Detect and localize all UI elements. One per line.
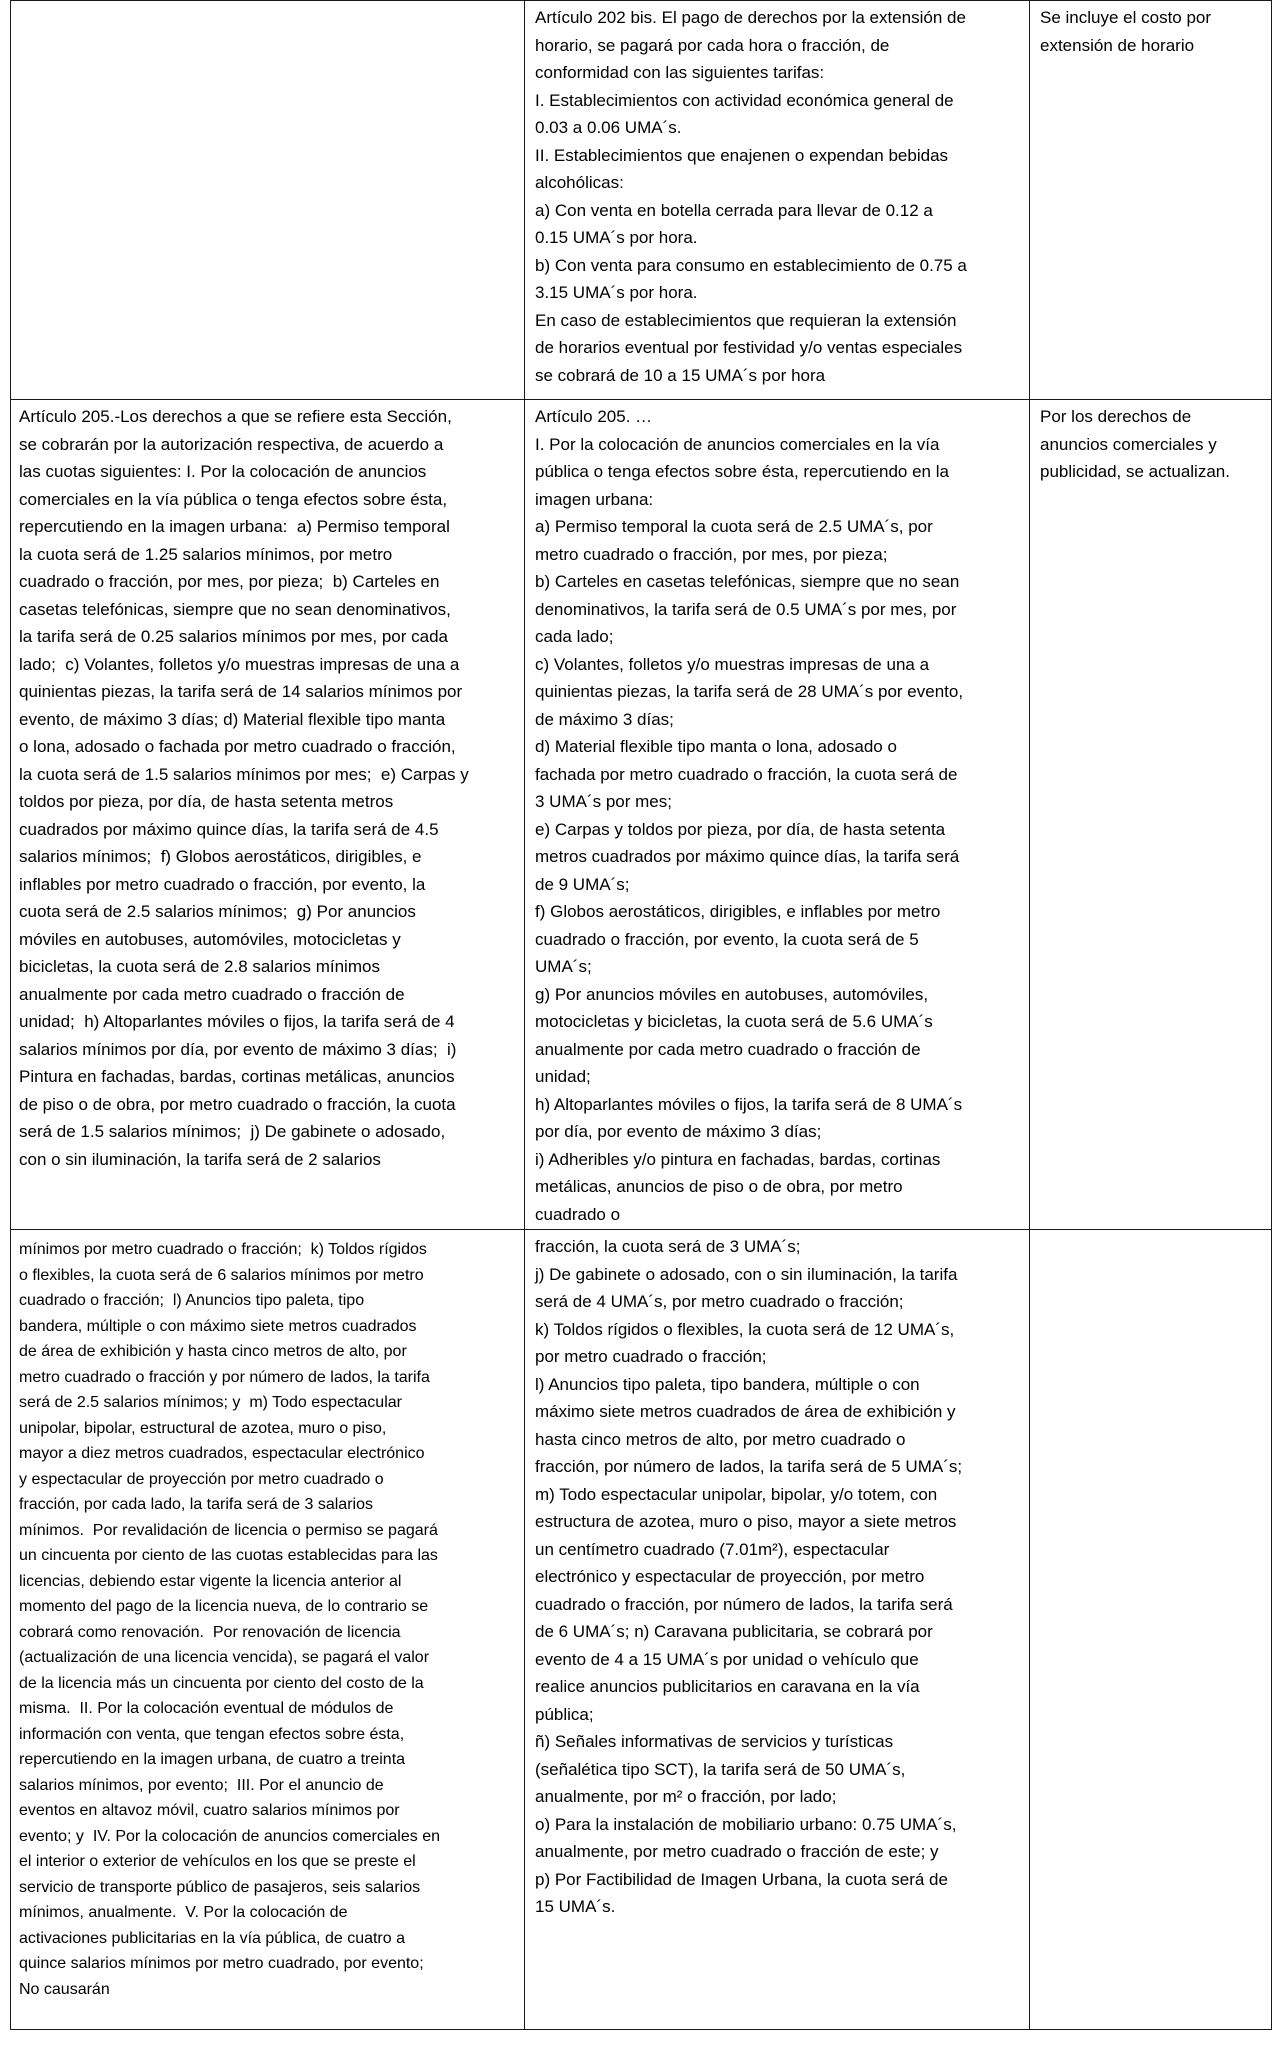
text-line: evento; y IV. Por la colocación de anuncios comerciales en xyxy=(19,1827,440,1845)
text-line: cuadrado o fracción, por evento, la cuota será de 5 xyxy=(535,929,919,949)
text-line: mayor a diez metros cuadrados, espectacular electrónico xyxy=(19,1445,425,1462)
cell-text xyxy=(19,1237,518,2002)
text-line: cuota será de 2.5 salarios mínimos; g) Por anuncios xyxy=(19,902,416,921)
row-2-current-text-cell xyxy=(11,400,525,1230)
text-line: eventos en altavoz móvil, cuatro salarios mínimos por xyxy=(19,1802,400,1819)
cell-text xyxy=(1040,403,1265,486)
text-line: con o sin iluminación, la tarifa será de 2 salarios xyxy=(19,1149,381,1169)
text-line: de piso o de obra, por metro cuadrado o fracción, la cuota xyxy=(19,1094,456,1114)
text-line: la cuota será de 1.25 salarios mínimos, por metro xyxy=(19,544,393,564)
text-line: inflables por metro cuadrado o fracción, por evento, la xyxy=(19,874,426,894)
text-line: imagen urbana: xyxy=(535,489,654,509)
text-line: h) Altoparlantes móviles o fijos, la tarifa será de 8 UMA´s xyxy=(535,1094,963,1114)
text-line: de máximo 3 días; xyxy=(535,709,674,729)
text-line: pública; xyxy=(535,1704,594,1724)
text-line: extensión de horario xyxy=(1040,35,1195,55)
text-line: estructura de azotea, muro o piso, mayor a siete metros xyxy=(535,1512,957,1531)
text-line: fracción, por cada lado, la tarifa será de 3 salarios xyxy=(19,1496,373,1513)
text-line: c) Volantes, folletos y/o muestras impresas de una a xyxy=(535,654,930,674)
text-line: l) Anuncios tipo paleta, tipo bandera, múltiple o con xyxy=(535,1374,920,1394)
text-line: por metro cuadrado o fracción; xyxy=(535,1347,767,1366)
text-line: metro cuadrado o fracción, por mes, por pieza; xyxy=(535,544,888,564)
text-line: anualmente por cada metro cuadrado o fracción de xyxy=(535,1039,921,1059)
text-line: 15 UMA´s. xyxy=(535,1897,616,1916)
text-line: a) Permiso temporal la cuota será de 2.5 UMA´s, por xyxy=(535,517,933,536)
text-line: Artículo 202 bis. El pago de derechos por la extensión de xyxy=(535,8,966,27)
text-line: o) Para la instalación de mobiliario urbano: 0.75 UMA´s, xyxy=(535,1814,957,1834)
text-line: anualmente por cada metro cuadrado o fracción de xyxy=(19,984,405,1004)
text-line: metálicas, anuncios de piso o de obra, por metro xyxy=(535,1177,903,1196)
text-line: En caso de establecimientos que requieran la extensión xyxy=(535,310,957,330)
text-line: (actualización de una licencia vencida), se pagará el valor xyxy=(19,1649,430,1666)
text-line: casetas telefónicas, siempre que no sean denominativos, xyxy=(19,599,451,619)
text-line: momento del pago de la licencia nueva, de lo contrario se xyxy=(19,1598,429,1615)
text-line: I. Establecimientos con actividad económica general de xyxy=(535,90,954,110)
text-line: horario, se pagará por cada hora o fracción, de xyxy=(535,35,890,55)
text-line: UMA´s; xyxy=(535,957,592,976)
text-line: metros cuadrados por máximo quince días, la tarifa será xyxy=(535,847,960,866)
text-line: cuadrado o fracción, por número de lados, la tarifa será xyxy=(535,1594,953,1614)
text-line: activaciones publicitarias en la vía pública, de cuatro a xyxy=(19,1929,405,1947)
text-line: máximo siete metros cuadrados de área de exhibición y xyxy=(535,1402,956,1421)
cell-text xyxy=(535,4,1023,389)
text-line: fracción, por número de lados, la tarifa será de 5 UMA´s; xyxy=(535,1457,963,1476)
text-line: quinientas piezas, la tarifa será de 14 salarios mínimos por xyxy=(19,682,463,701)
text-line: conformidad con las siguientes tarifas: xyxy=(535,63,825,82)
text-line: cuadrado o fracción, por mes, por pieza; b) Carteles en xyxy=(19,572,440,591)
text-line: de 6 UMA´s; n) Caravana publicitaria, se cobrará por xyxy=(535,1622,933,1641)
text-line: mínimos. Por revalidación de licencia o permiso se pagará xyxy=(19,1521,438,1539)
text-line: d) Material flexible tipo manta o lona, adosado o xyxy=(535,737,897,756)
text-line: cobrará como renovación. Por renovación de licencia xyxy=(19,1623,401,1641)
text-line: e) Carpas y toldos por pieza, por día, de hasta setenta xyxy=(535,819,946,839)
text-line: denominativos, la tarifa será de 0.5 UMA´s por mes, por xyxy=(535,599,957,619)
text-line: las cuotas siguientes: I. Por la colocación de anuncios xyxy=(19,462,427,481)
text-line: repercutiendo en la imagen urbana, de cuatro a treinta xyxy=(19,1751,406,1768)
text-line: Pintura en fachadas, bardas, cortinas metálicas, anuncios xyxy=(19,1067,455,1086)
row-3-comment-cell xyxy=(1030,1230,1272,2030)
text-line: (señalética tipo SCT), la tarifa será de 50 UMA´s, xyxy=(535,1759,906,1779)
text-line: metro cuadrado o fracción y por número de lados, la tarifa xyxy=(19,1368,430,1386)
text-line: quinientas piezas, la tarifa será de 28 UMA´s por evento, xyxy=(535,682,964,701)
text-line: la cuota será de 1.5 salarios mínimos por mes; e) Carpas y xyxy=(19,764,469,784)
table-row xyxy=(11,400,1272,1230)
text-line: anuncios comerciales y xyxy=(1040,434,1217,454)
text-line: motocicletas y bicicletas, la cuota será de 5.6 UMA´s xyxy=(535,1012,933,1031)
text-line: se cobrarán por la autorización respectiva, de acuerdo a xyxy=(19,434,444,454)
text-line: de 9 UMA´s; xyxy=(535,874,630,894)
text-line: salarios mínimos por día, por evento de máximo 3 días; i) xyxy=(19,1039,457,1059)
row-1-current-text-cell xyxy=(11,1,525,400)
cell-text xyxy=(19,403,518,1173)
text-line: b) Con venta para consumo en establecimiento de 0.75 a xyxy=(535,255,967,275)
cell-text xyxy=(535,1233,1023,1921)
text-line: unipolar, bipolar, estructural de azotea, muro o piso, xyxy=(19,1419,387,1437)
text-line: g) Por anuncios móviles en autobuses, automóviles, xyxy=(535,984,929,1004)
row-1-comment-cell xyxy=(1030,1,1272,400)
text-line: evento, de máximo 3 días; d) Material flexible tipo manta xyxy=(19,709,446,729)
table-row xyxy=(11,1230,1272,2030)
text-line: publicidad, se actualizan. xyxy=(1040,462,1230,481)
row-2-proposed-text-cell xyxy=(525,400,1030,1230)
text-line: unidad; h) Altoparlantes móviles o fijos, la tarifa será de 4 xyxy=(19,1012,455,1031)
text-line: Por los derechos de xyxy=(1040,407,1192,426)
text-line: cuadrado o xyxy=(535,1204,621,1224)
text-line: I. Por la colocación de anuncios comerciales en la vía xyxy=(535,434,940,454)
cell-text xyxy=(535,403,1023,1228)
text-line: anualmente, por m² o fracción, por lado; xyxy=(535,1787,837,1806)
text-line: toldos por pieza, por día, de hasta setenta metros xyxy=(19,792,394,811)
text-line: 3.15 UMA´s por hora. xyxy=(535,283,698,302)
text-line: a) Con venta en botella cerrada para llevar de 0.12 a xyxy=(535,200,933,220)
text-line: fracción, la cuota será de 3 UMA´s; xyxy=(535,1237,801,1256)
text-line: cada lado; xyxy=(535,627,614,646)
text-line: p) Por Factibilidad de Imagen Urbana, la cuota será de xyxy=(535,1869,948,1889)
text-line: quince salarios mínimos por metro cuadrado, por evento; xyxy=(19,1955,424,1972)
text-line: de área de exhibición y hasta cinco metros de alto, por xyxy=(19,1343,407,1360)
text-line: fachada por metro cuadrado o fracción, la cuota será de xyxy=(535,764,958,784)
text-line: II. Establecimientos que enajenen o expendan bebidas xyxy=(535,145,949,165)
text-line: salarios mínimos; f) Globos aerostáticos, dirigibles, e xyxy=(19,847,422,866)
text-line: información con venta, que tengan efectos sobre ésta, xyxy=(19,1725,405,1743)
row-3-current-text-cell xyxy=(11,1230,525,2030)
text-line: de horarios eventual por festividad y/o ventas especiales xyxy=(535,338,963,357)
text-line: y espectacular de proyección por metro cuadrado o xyxy=(19,1470,384,1488)
text-line: mínimos por metro cuadrado o fracción; k) Toldos rígidos xyxy=(19,1241,427,1258)
text-line: móviles en autobuses, automóviles, motocicletas y xyxy=(19,929,401,949)
text-line: cuadrados por máximo quince días, la tarifa será de 4.5 xyxy=(19,819,439,839)
text-line: un centímetro cuadrado (7.01m²), espectacular xyxy=(535,1539,890,1559)
text-line: mínimos, anualmente. V. Por la colocación de xyxy=(19,1904,348,1921)
text-line: salarios mínimos, por evento; III. Por el anuncio de xyxy=(19,1776,384,1794)
text-line: o lona, adosado o fachada por metro cuadrado o fracción, xyxy=(19,737,456,756)
text-line: i) Adheribles y/o pintura en fachadas, bardas, cortinas xyxy=(535,1149,941,1169)
text-line: 0.03 a 0.06 UMA´s. xyxy=(535,118,682,137)
text-line: unidad; xyxy=(535,1067,591,1086)
table-row xyxy=(11,1,1272,400)
row-2-comment-cell xyxy=(1030,400,1272,1230)
text-line: bicicletas, la cuota será de 2.8 salarios mínimos xyxy=(19,957,380,976)
text-line: será de 2.5 salarios mínimos; y m) Todo espectacular xyxy=(19,1394,402,1411)
text-line: el interior o exterior de vehículos en los que se preste el xyxy=(19,1853,416,1870)
text-line: hasta cinco metros de alto, por metro cuadrado o xyxy=(535,1429,906,1449)
comparative-table xyxy=(10,0,1272,2030)
cell-text xyxy=(1040,4,1265,59)
text-line: por día, por evento de máximo 3 días; xyxy=(535,1122,822,1141)
text-line: servicio de transporte público de pasajeros, seis salarios xyxy=(19,1878,421,1896)
text-line: cuadrado o fracción; l) Anuncios tipo paleta, tipo xyxy=(19,1292,365,1309)
text-line: lado; c) Volantes, folletos y/o muestras impresas de una a xyxy=(19,654,460,674)
text-line: ñ) Señales informativas de servicios y turísticas xyxy=(535,1732,894,1751)
text-line: Artículo 205.-Los derechos a que se refiere esta Sección, xyxy=(19,407,452,426)
text-line: será de 4 UMA´s, por metro cuadrado o fracción; xyxy=(535,1292,904,1311)
text-line: m) Todo espectacular unipolar, bipolar, y/o totem, con xyxy=(535,1484,938,1504)
text-line: licencias, debiendo estar vigente la licencia anterior al xyxy=(19,1572,402,1590)
text-line: bandera, múltiple o con máximo siete metros cuadrados xyxy=(19,1317,417,1335)
text-line: Artículo 205. … xyxy=(535,407,653,426)
text-line: un cincuenta por ciento de las cuotas establecidas para las xyxy=(19,1547,438,1564)
text-line: electrónico y espectacular de proyección, por metro xyxy=(535,1567,925,1586)
text-line: repercutiendo en la imagen urbana: a) Permiso temporal xyxy=(19,517,450,536)
text-line: se cobrará de 10 a 15 UMA´s por hora xyxy=(535,365,826,385)
text-line: o flexibles, la cuota será de 6 salarios mínimos por metro xyxy=(19,1266,424,1284)
text-line: evento de 4 a 15 UMA´s por unidad o vehículo que xyxy=(535,1649,919,1669)
text-line: la tarifa será de 0.25 salarios mínimos por mes, por cada xyxy=(19,627,448,646)
text-line: b) Carteles en casetas telefónicas, siempre que no sean xyxy=(535,572,960,591)
text-line: realice anuncios publicitarios en caravana en la vía xyxy=(535,1677,920,1696)
text-line: de la licencia más un cincuenta por ciento del costo de la xyxy=(19,1674,424,1692)
text-line: misma. II. Por la colocación eventual de módulos de xyxy=(19,1700,394,1717)
text-line: pública o tenga efectos sobre ésta, repercutiendo en la xyxy=(535,462,949,481)
text-line: 3 UMA´s por mes; xyxy=(535,792,672,811)
text-line: anualmente, por metro cuadrado o fracción de este; y xyxy=(535,1842,939,1861)
text-line: f) Globos aerostáticos, dirigibles, e inflables por metro xyxy=(535,902,941,921)
text-line: Se incluye el costo por xyxy=(1040,8,1212,27)
text-line: 0.15 UMA´s por hora. xyxy=(535,228,698,247)
text-line: comerciales en la vía pública o tenga efectos sobre ésta, xyxy=(19,489,448,509)
text-line: j) De gabinete o adosado, con o sin iluminación, la tarifa xyxy=(535,1264,958,1284)
text-line: k) Toldos rígidos o flexibles, la cuota será de 12 UMA´s, xyxy=(535,1319,955,1339)
text-line: alcohólicas: xyxy=(535,173,624,192)
row-3-proposed-text-cell xyxy=(525,1230,1030,2030)
row-1-proposed-text-cell xyxy=(525,1,1030,400)
text-line: No causarán xyxy=(19,1980,110,1998)
text-line: será de 1.5 salarios mínimos; j) De gabinete o adosado, xyxy=(19,1122,446,1141)
